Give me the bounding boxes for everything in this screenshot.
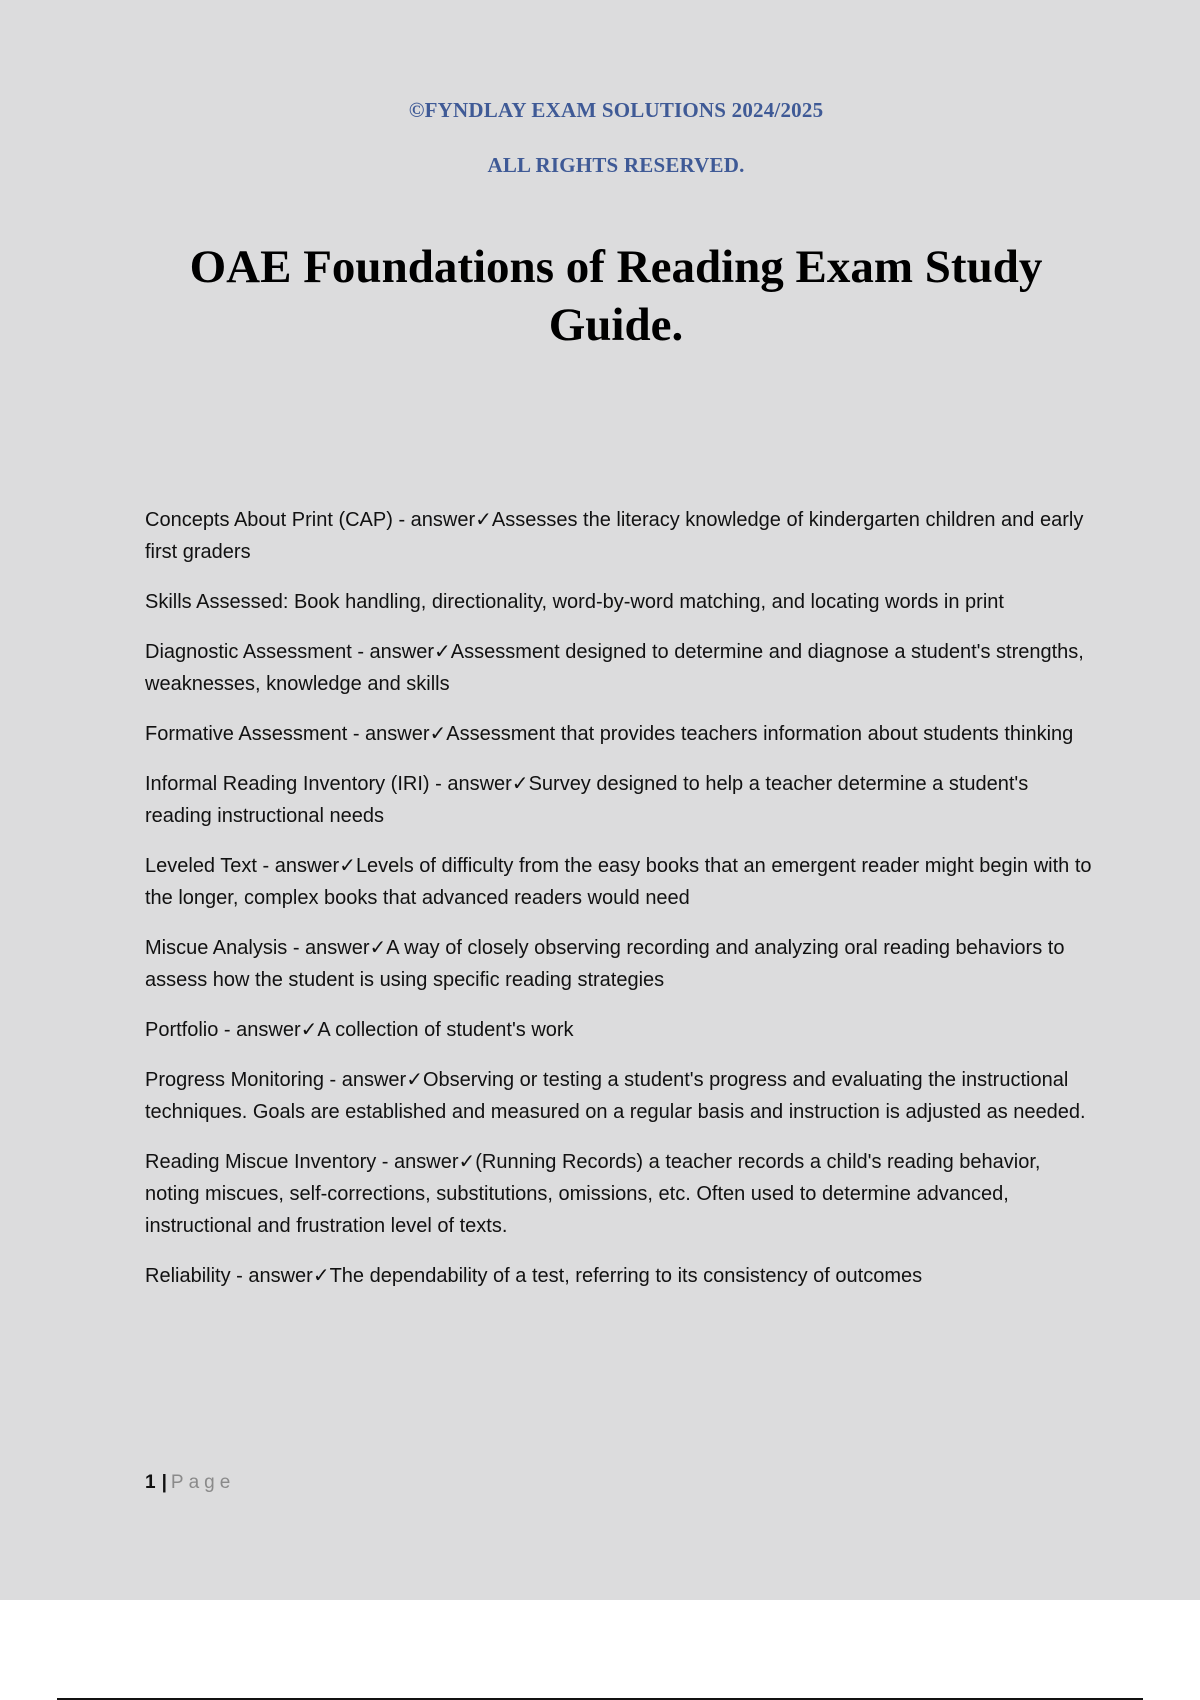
page-number: 1 [145, 1472, 156, 1493]
footer-separator: | [161, 1472, 167, 1493]
glossary-entry: Informal Reading Inventory (IRI) - answer✓Survey designed to help a teacher determine a student's reading instructional needs [145, 773, 1029, 827]
glossary-entry: Diagnostic Assessment - answer✓Assessment designed to determine and diagnose a student's strengths, weaknesses, knowledge and skills [145, 641, 1084, 695]
glossary-entry: Skills Assessed: Book handling, directionality, word-by-word matching, and locating words in print [145, 591, 1004, 613]
glossary-entry: Leveled Text - answer✓Levels of difficulty from the easy books that an emergent reader might begin with to the longer, complex books that advanced readers would need [145, 855, 1092, 909]
glossary-entry: Portfolio - answer✓A collection of student's work [145, 1019, 574, 1041]
copyright-line: ©FYNDLAY EXAM SOLUTIONS 2024/2025 [408, 98, 824, 122]
page-footer [145, 1472, 235, 1494]
glossary-entry: Formative Assessment - answer✓Assessment that provides teachers information about students thinking [145, 723, 1074, 745]
glossary-entry: Reading Miscue Inventory - answer✓(Running Records) a teacher records a child's reading behavior, noting miscues, self-corrections, substitutions, omissions, etc. Often used to determine advanced, instructional and frustration level of texts. [145, 1151, 1041, 1237]
page-title: OAE Foundations of Reading Exam Study Guide. [189, 241, 1043, 351]
glossary-entry: Reliability - answer✓The dependability of a test, referring to its consistency of outcomes [145, 1265, 923, 1287]
glossary-entry: Miscue Analysis - answer✓A way of closely observing recording and analyzing oral reading behaviors to assess how the student is using specific reading strategies [145, 937, 1065, 991]
glossary-entry: Concepts About Print (CAP) - answer✓Assesses the literacy knowledge of kindergarten children and early first graders [145, 509, 1084, 563]
glossary-entry: Progress Monitoring - answer✓Observing or testing a student's progress and evaluating the instructional techniques. Goals are established and measured on a regular basis and instruction is adjusted as needed. [145, 1069, 1086, 1123]
page-label: Page [170, 1472, 236, 1493]
rights-line: ALL RIGHTS RESERVED. [487, 153, 745, 177]
glossary-list [145, 504, 1095, 1310]
